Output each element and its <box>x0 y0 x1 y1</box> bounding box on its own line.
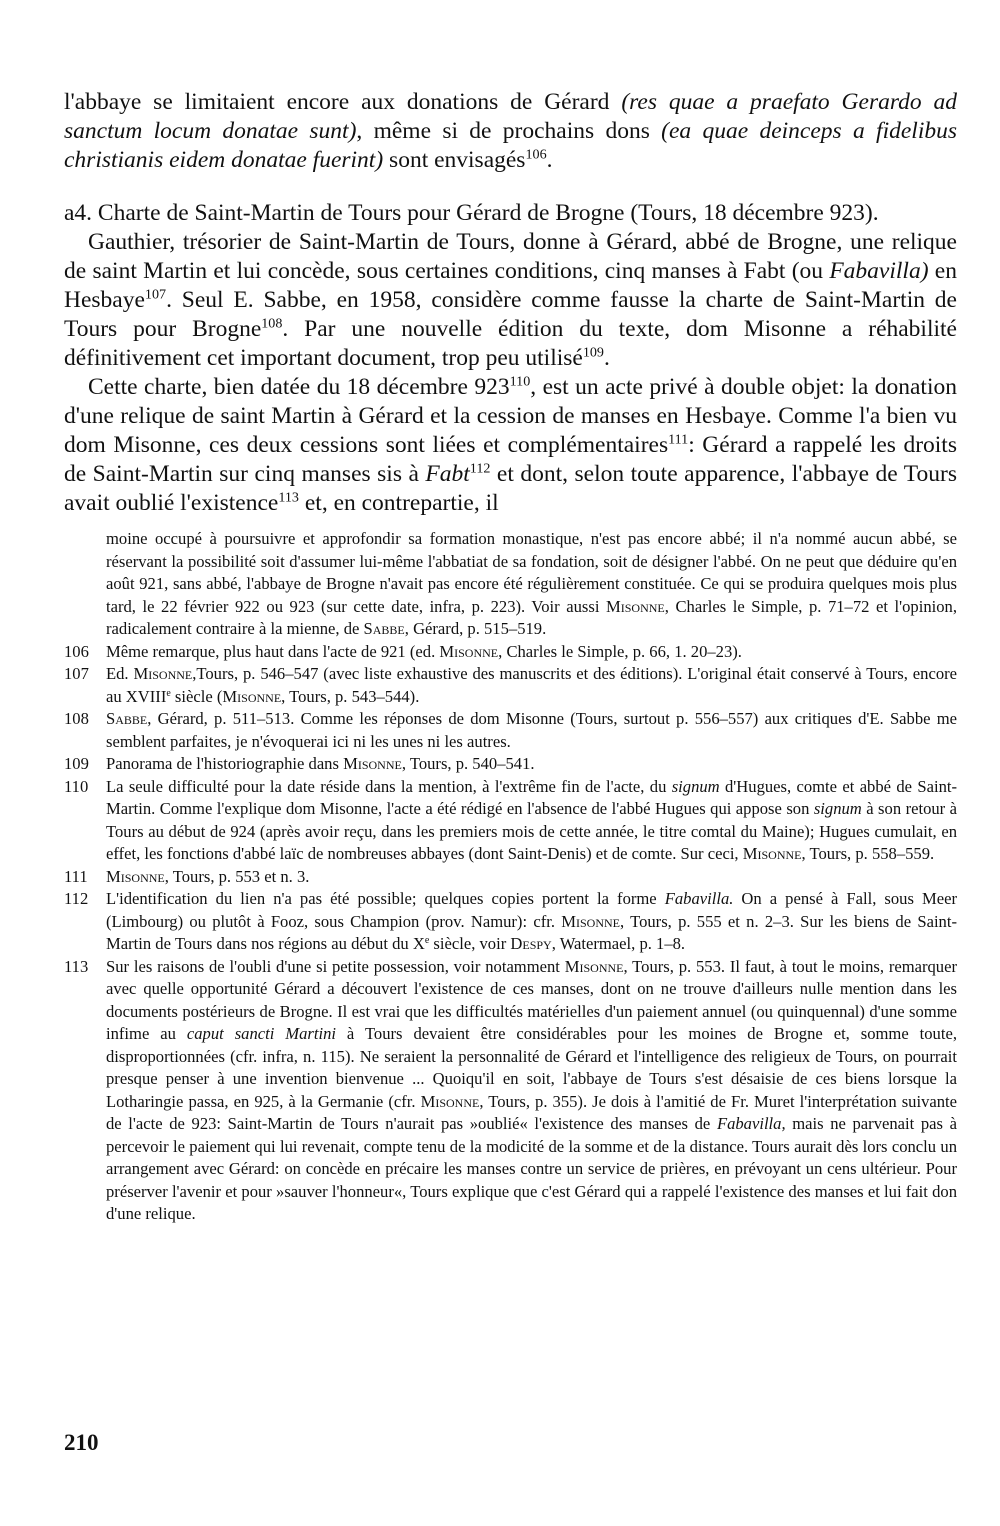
author-name: Misonne <box>606 596 665 616</box>
text-segment: . Par une nouvelle édition du texte, dom Misonne a réhabilité définitivement cet important document, trop peu utilisé <box>64 316 957 371</box>
footnote-number: 112 <box>64 889 89 908</box>
text-segment: Sur les raisons de l'oubli d'une si petite possession, voir notamment <box>106 956 565 976</box>
text-segment: On a pensé à Fall, sous Meer (Limbourg) ou plutôt à Fooz, sous Champion (prov. Namur): cfr. <box>106 889 957 931</box>
author-name: Misonne <box>106 866 165 886</box>
text-segment: , Tours, p. 540–541. <box>401 754 535 773</box>
text-segment: siècle ( <box>170 686 223 706</box>
text-segment: a4. Charte de Saint-Martin de Tours pour Gérard de Brogne (Tours, 18 décembre 923). <box>64 200 879 226</box>
text-segment: , est un acte privé à double objet: la donation d'une relique de saint Martin à Gérard et la cession de manses en Hesbaye. Comme l'a bien vu dom Misonne, ces deux cessions sont liées et complémentaires <box>64 374 957 458</box>
footnote-106 <box>64 641 957 664</box>
text-segment: mais ne parvenait pas à percevoir le paiement qui lui revenait, compte tenu de la modicité de la somme et de la distance. Tours aurait dès lors conclu un arrangement avec Gérard: on concède en précaire les manses contre un service de prières, en prévoyant un cens ultérieur. Pour préserver l'avenir et pour »sauver l'honneur«, Tours explique que c'est Gérard qui a rappelé l'existence des manses et lui fait don d'une relique. <box>106 1114 957 1223</box>
text-segment: , même si de prochains dons <box>356 118 662 144</box>
footnote-number: 113 <box>64 956 89 976</box>
text-segment: . <box>603 345 610 371</box>
author-name: Sabbe <box>106 709 148 728</box>
footnote-109 <box>64 753 957 776</box>
footnotes <box>64 528 957 1226</box>
footnote-number: 111 <box>64 866 88 886</box>
footnote-112 <box>64 888 957 956</box>
paragraph-1 <box>64 88 957 175</box>
text-segment: : Gérard a rappelé les droits de Saint-Martin sur cinq manses sis à <box>64 432 957 487</box>
text-segment: siècle, voir <box>429 934 511 953</box>
footnote-107 <box>64 663 958 708</box>
text-segment: en Hesbaye <box>64 258 957 313</box>
italic-text: (res quae a praefato Gerardo ad sanctum locum donatae sunt) <box>64 89 958 144</box>
author-name: Misonne <box>561 911 620 931</box>
footnote-111 <box>64 866 957 889</box>
page-number: 210 <box>64 1430 99 1455</box>
note-reference: 107 <box>144 286 167 303</box>
italic-text: signum <box>813 799 862 818</box>
note-reference: 108 <box>261 315 283 332</box>
italic-text: (ea quae deinceps a fidelibus christianis eidem donatae fuerint) <box>64 118 958 173</box>
author-name: Misonne <box>133 664 193 683</box>
text-segment: , Tours, p. 555 et n. 2–3. Sur les biens de Saint-Martin de Tours dans nos régions au début du X <box>106 911 957 953</box>
text-segment: . <box>546 147 553 173</box>
footnote-number: 110 <box>64 776 89 796</box>
text-segment: Panorama de l'historiographie dans <box>106 754 344 773</box>
italic-text: caput sancti Martini <box>186 1024 336 1043</box>
text-segment: , Tours, p. 553. Il faut, à tout le moins, remarquer avec quelle opportunité Gérard a découvert l'existence de ces manses, dont on ne trouve d'ailleurs nulle mention dans les documents postérieurs de Brogne. Il est vrai que les difficultés matérielles d'un paiement annuel (ou quinquennal) d'une somme infime au <box>106 956 957 1043</box>
text-segment: , Gérard, p. 515–519. <box>404 619 547 638</box>
footnote-continuation <box>106 528 957 641</box>
text-segment: sont envisagés <box>383 147 526 173</box>
text-segment: à Tours devaient être considérables pour les moines de Brogne et, somme toute, disproportionnées (cfr. infra, n. 115). Ne seraient la personnalité de Gérard et l'intelligence des religieux de Tours, on pourrait presque penser à une invention bienvenue ... Quoiqu'il en soit, l'abbaye de Tours s'est désaisie de ces biens lorsque la Lotharingie passa, en 925, à la Germanie (cfr. <box>106 1024 957 1111</box>
footnote-number: 109 <box>64 754 89 773</box>
italic-text: Fabavilla. <box>664 889 734 908</box>
text-segment: , Watermael, p. 1–8. <box>551 934 686 953</box>
author-name: Misonne <box>343 754 402 773</box>
footnote-110 <box>64 776 958 866</box>
author-name: Misonne <box>439 641 499 661</box>
paragraph-2 <box>64 228 957 373</box>
text-segment: , Charles le Simple, p. 71–72 et l'opinion, radicalement contraire à la mienne, de <box>106 596 957 638</box>
footnote-number: 108 <box>64 709 89 728</box>
text-segment: , Tours, p. 543–544). <box>281 686 420 706</box>
text-segment: l'abbaye se limitaient encore aux donations de Gérard <box>64 89 622 115</box>
author-name: Sabbe <box>363 619 405 638</box>
note-reference: 112 <box>469 460 491 477</box>
text-segment: La seule difficulté pour la date réside dans la mention, à l'extrême fin de l'acte, du <box>106 776 672 796</box>
note-reference: 106 <box>525 146 547 163</box>
text-segment: Ed. <box>106 664 134 683</box>
text-segment: à son retour à Tours au début de 924 (après avoir reçu, dans les premiers mois de cette année, le titre comtal du Maine); Hugues cumulait, en effet, les fonctions d'abbé laïc de nombreuses abbayes (dont Saint-Denis) et de comte. Sur ceci, <box>106 799 957 863</box>
italic-text: Fabt <box>425 461 470 487</box>
text-segment: ,Tours, p. 546–547 (avec liste exhaustive des manuscrits et des éditions). L'original était conservé à Tours, encore au XVIII <box>106 664 958 706</box>
note-reference: e <box>166 687 171 699</box>
footnote-113 <box>64 956 958 1226</box>
text-segment: et dont, selon toute apparence, l'abbaye de Tours avait oublié l'existence <box>64 461 957 516</box>
text-segment: moine occupé à poursuivre et approfondir sa formation monastique, n'est pas encore abbé; il n'a nommé aucun abbé, se réservant la possibilité soit d'assumer lui-même l'abbatiat de sa fondation, soit de désigner l'abbé. On ne peut que déduire qu'en août 921, sans abbé, l'abbaye de Brogne n'avait pas encore été régulièrement constituée. Ce qui se produira quelques mois plus tard, le 22 février 922 ou 923 (sur cette date, infra, p. 223). Voir aussi <box>106 529 957 616</box>
author-name: Despy <box>510 934 552 953</box>
footnote-108 <box>64 708 957 753</box>
author-name: Misonne <box>742 844 802 863</box>
text-segment: Gauthier, trésorier de Saint-Martin de Tours, donne à Gérard, abbé de Brogne, une relique de saint Martin et lui concède, sous certaines conditions, cinq manses à Fabt (ou <box>64 229 957 284</box>
italic-text: Fabavilla, <box>716 1114 786 1133</box>
text-segment: Cette charte, bien datée du 18 décembre 923 <box>88 374 510 400</box>
italic-text: Fabavilla) <box>829 258 929 284</box>
main-text <box>64 88 957 518</box>
paragraph-3 <box>64 373 957 518</box>
note-reference: 113 <box>278 489 299 506</box>
text-segment: d'Hugues, comte et abbé de Saint-Martin. Comme l'explique dom Misonne, l'acte a été rédigé en l'absence de l'abbé Hugues qui appose son <box>106 776 958 818</box>
section-heading <box>64 199 957 228</box>
author-name: Misonne <box>222 686 282 706</box>
note-reference: e <box>424 935 430 947</box>
note-reference: 111 <box>668 431 689 448</box>
text-segment: . Seul E. Sabbe, en 1958, considère comme fausse la charte de Saint-Martin de Tours pour Brogne <box>64 287 957 342</box>
text-segment: , Charles le Simple, p. 66, 1. 20–23). <box>498 641 742 661</box>
page-body <box>64 88 957 1226</box>
text-segment: L'identification du lien n'a pas été possible; quelques copies portent la forme <box>106 889 665 908</box>
text-segment: , Tours, p. 558–559. <box>801 844 935 863</box>
text-segment: , Gérard, p. 511–513. Comme les réponses de dom Misonne (Tours, surtout p. 556–557) aux critiques d'E. Sabbe me semblent parfaites, je n'évoquerai ici ni les unes ni les autres. <box>106 709 957 751</box>
text-segment: , Tours, p. 355). Je dois à l'amitié de Fr. Muret l'interprétation suivante de l'acte de 923: Saint-Martin de Tours n'aurait pas »oublié« l'existence des manses de <box>106 1091 958 1133</box>
footnote-number: 107 <box>64 664 89 683</box>
note-reference: 109 <box>582 344 604 361</box>
footnote-number: 106 <box>64 641 89 661</box>
text-segment: , Tours, p. 553 et n. 3. <box>164 866 310 886</box>
note-reference: 110 <box>509 373 531 390</box>
text-segment: Même remarque, plus haut dans l'acte de 921 (ed. <box>106 641 440 661</box>
author-name: Misonne <box>420 1091 480 1111</box>
author-name: Misonne <box>564 956 624 976</box>
text-segment: et, en contrepartie, il <box>298 490 499 516</box>
italic-text: signum <box>671 776 720 796</box>
